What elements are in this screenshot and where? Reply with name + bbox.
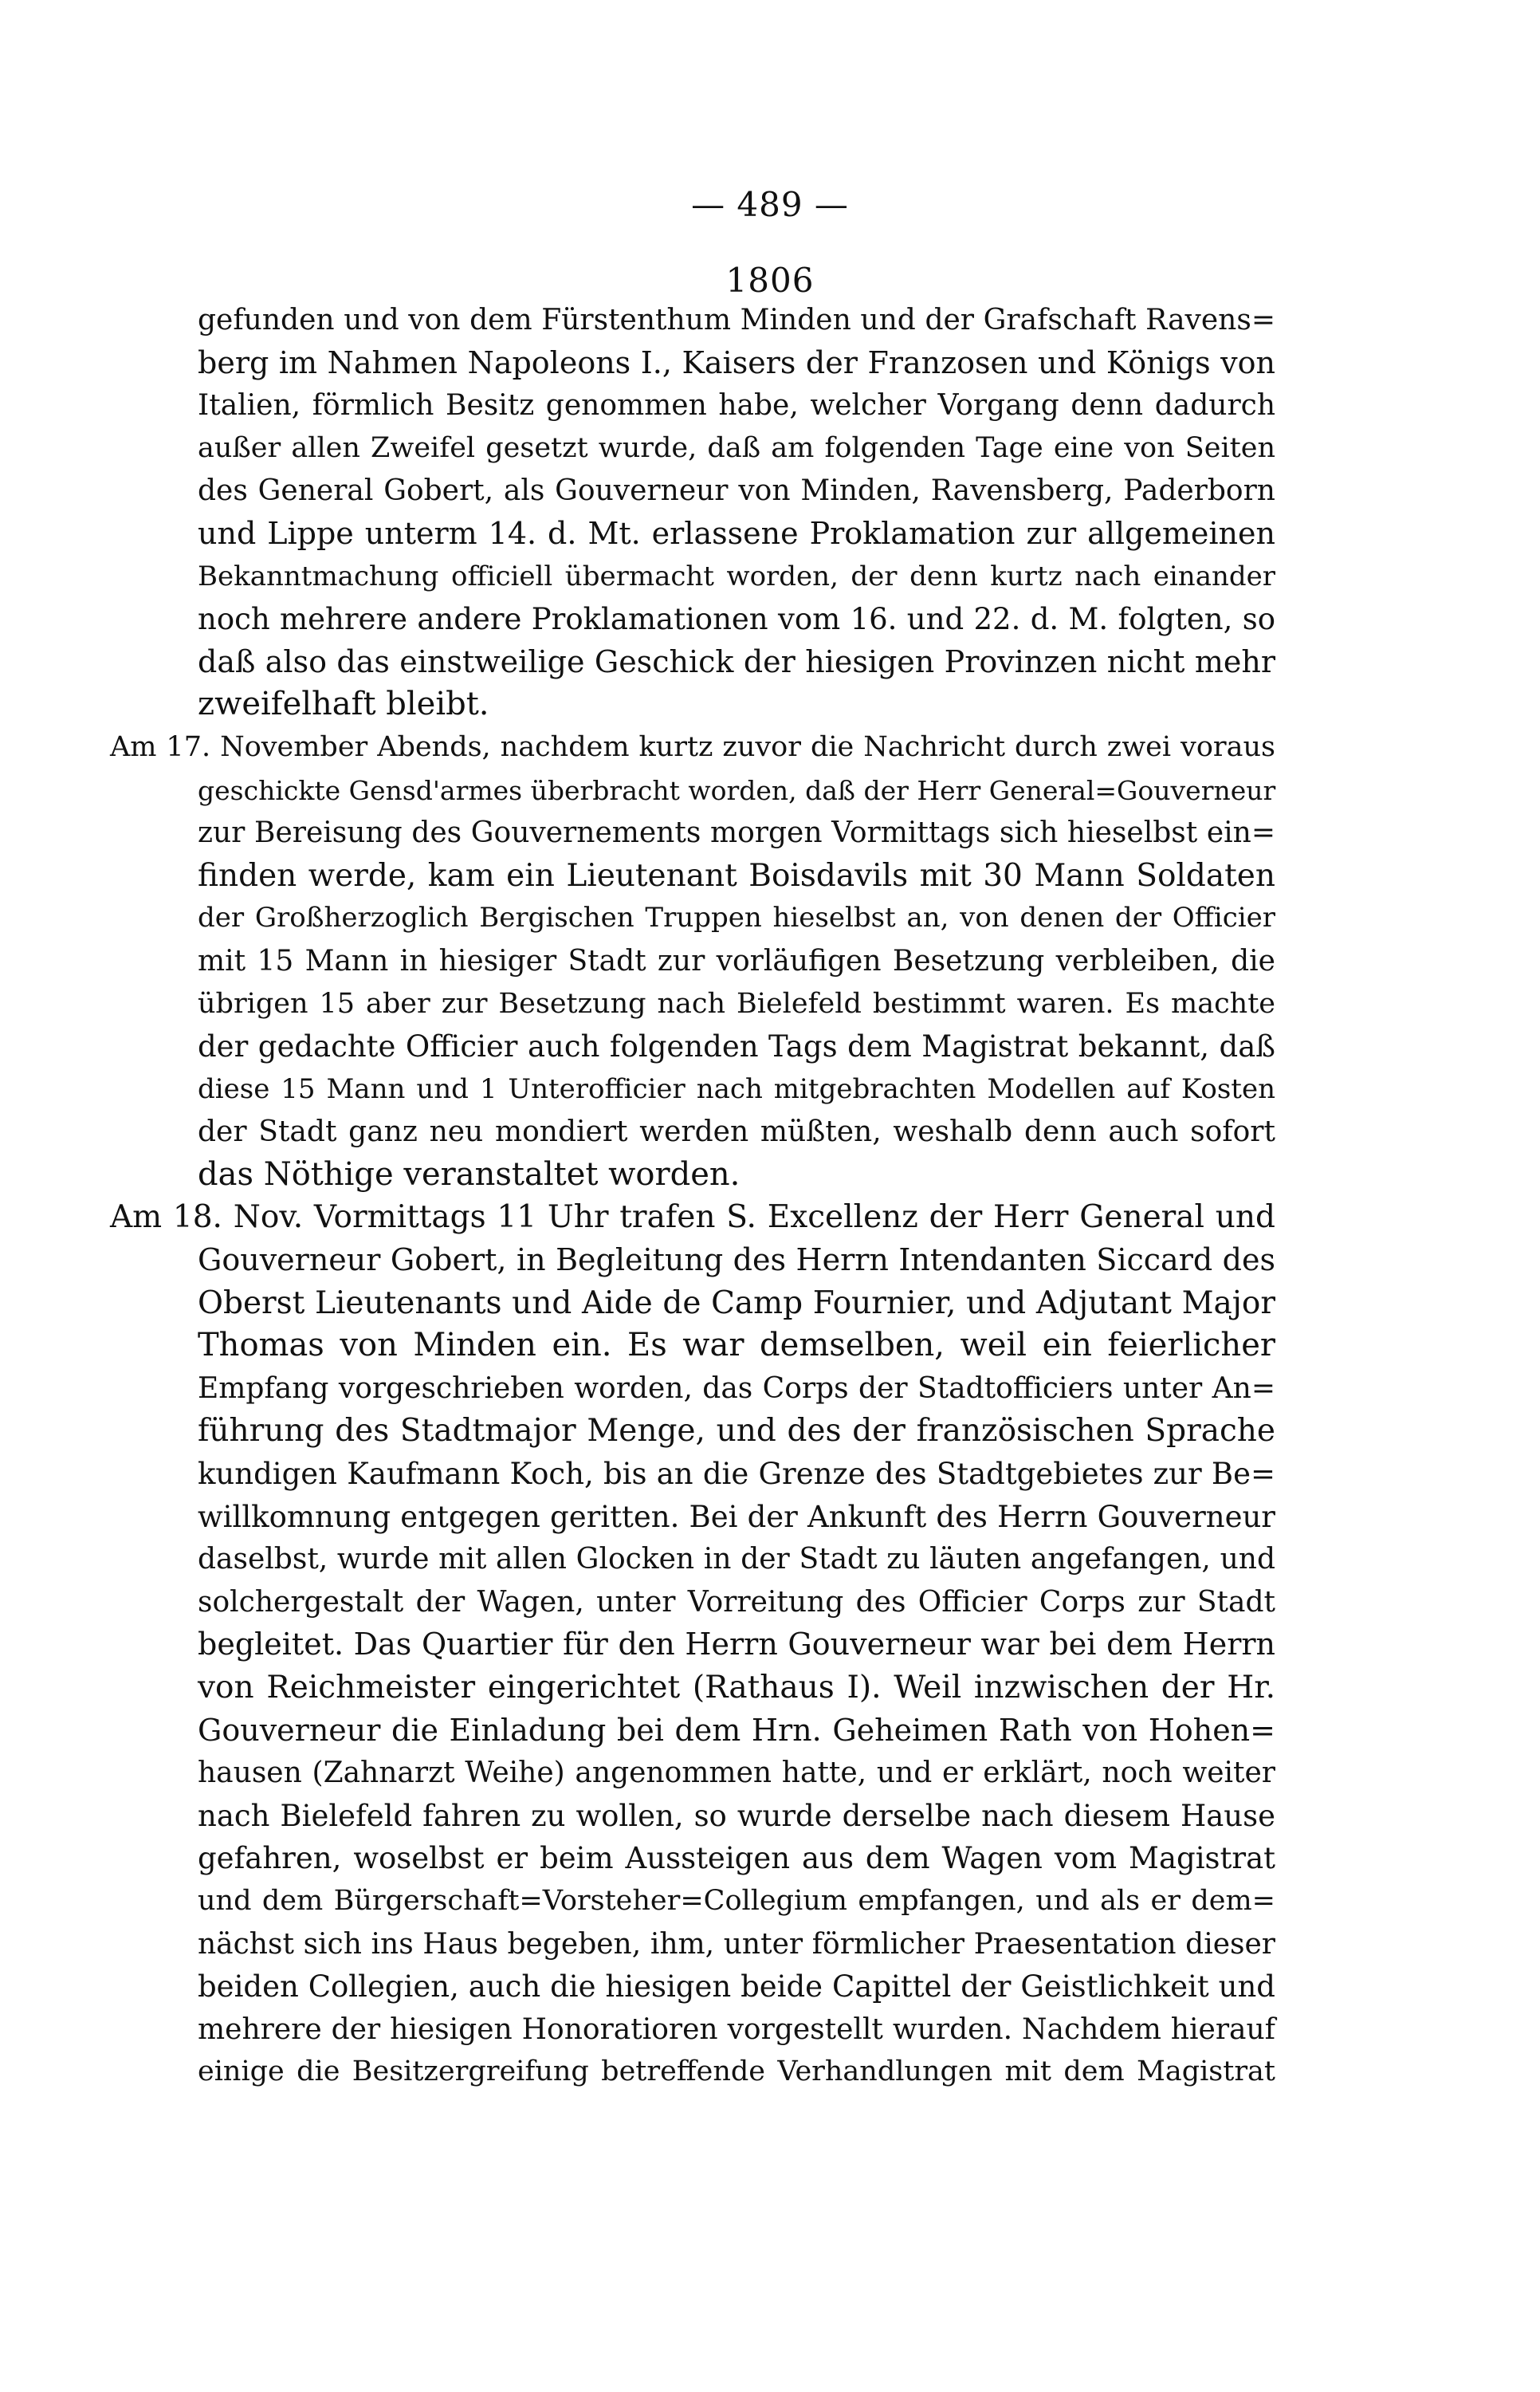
text-line: des General Gobert, als Gouverneur von Minden, Ravensberg, Paderborn — [198, 474, 1275, 508]
text-line: noch mehrere andere Proklamationen vom 16. und 22. d. M. folgten, so — [198, 602, 1275, 637]
text-line: Gouverneur die Einladung bei dem Hrn. Geheimen Rath von Hohen= — [198, 1712, 1275, 1748]
text-line: und Lippe unterm 14. d. Mt. erlassene Proklamation zur allgemeinen — [198, 515, 1275, 551]
page-number: — 489 — — [691, 185, 849, 224]
text-line: der Stadt ganz neu mondiert werden müßten, weshalb denn auch sofort — [198, 1115, 1275, 1149]
text-line: Italien, förmlich Besitz genommen habe, welcher Vorgang denn dadurch — [198, 389, 1275, 423]
entry-start-line: Am 17. November Abends, nachdem kurtz zuvor die Nachricht durch zwei voraus — [110, 730, 1275, 763]
body-text — [110, 299, 1276, 2094]
text-line: gefahren, woselbst er beim Aussteigen aus dem Wagen vom Magistrat — [198, 1841, 1275, 1876]
text-line: finden werde, kam ein Lieutenant Boisdavils mit 30 Mann Soldaten — [198, 857, 1275, 894]
text-line: das Nöthige veranstaltet worden. — [198, 1155, 741, 1193]
text-line: Oberst Lieutenants und Aide de Camp Fournier, und Adjutant Major — [198, 1285, 1275, 1321]
text-line: mit 15 Mann in hiesiger Stadt zur vorläufigen Besetzung verbleiben, die — [198, 944, 1275, 978]
text-line: hausen (Zahnarzt Weihe) angenommen hatte, und er erklärt, noch weiter — [198, 1757, 1275, 1790]
text-line: der gedachte Officier auch folgenden Tags dem Magistrat bekannt, daß — [198, 1029, 1275, 1064]
text-line: daß also das einstweilige Geschick der hiesigen Provinzen nicht mehr — [198, 643, 1275, 679]
text-line: Thomas von Minden ein. Es war demselben, weil ein feierlicher — [198, 1327, 1275, 1364]
text-line: der Großherzoglich Bergischen Truppen hieselbst an, von denen der Officier — [198, 902, 1275, 934]
text-line: diese 15 Mann und 1 Unterofficier nach mitgebrachten Modellen auf Kosten — [198, 1072, 1275, 1105]
text-line: geschickte Gensd'armes überbracht worden, daß der Herr General=Gouverneur — [198, 774, 1276, 806]
text-line: kundigen Kaufmann Koch, bis an die Grenze des Stadtgebietes zur Be= — [198, 1457, 1275, 1492]
text-line: berg im Nahmen Napoleons I., Kaisers der Franzosen und Königs von — [198, 344, 1275, 380]
text-line: zur Bereisung des Gouvernements morgen Vormittags sich hieselbst ein= — [198, 816, 1275, 850]
text-line: nach Bielefeld fahren zu wollen, so wurde derselbe nach diesem Hause — [198, 1798, 1275, 1833]
text-line: Bekanntmachung officiell übermacht worden, der denn kurtz nach einander — [198, 560, 1275, 592]
text-line: außer allen Zweifel gesetzt wurde, daß am folgenden Tage eine von Seiten — [198, 431, 1275, 464]
text-line: nächst sich ins Haus begeben, ihm, unter förmlicher Praesentation dieser — [198, 1927, 1275, 1961]
text-line: übrigen 15 aber zur Besetzung nach Bielefeld bestimmt waren. Es machte — [198, 987, 1275, 1020]
text-line: daselbst, wurde mit allen Glocken in der Stadt zu läuten angefangen, und — [198, 1543, 1275, 1576]
text-line: willkomnung entgegen geritten. Bei der Ankunft des Herrn Gouverneur — [198, 1499, 1275, 1534]
text-line: solchergestalt der Wagen, unter Vorreitung des Officier Corps zur Stadt — [198, 1585, 1275, 1619]
text-line: und dem Bürgerschaft=Vorsteher=Collegium empfangen, und als er dem= — [198, 1884, 1275, 1917]
text-line: Gouverneur Gobert, in Begleitung des Herrn Intendanten Siccard des — [198, 1242, 1275, 1278]
text-line: Empfang vorgeschrieben worden, das Corps der Stadtofficiers unter An= — [198, 1371, 1275, 1405]
text-line: gefunden und von dem Fürstenthum Minden und der Grafschaft Ravens= — [198, 304, 1275, 336]
text-line: einige die Besitzergreifung betreffende Verhandlungen mit dem Magistrat — [198, 2056, 1275, 2088]
text-line: von Reichmeister eingerichtet (Rathaus I). Weil inzwischen der Hr. — [198, 1670, 1275, 1705]
text-line: führung des Stadtmajor Menge, und des der französischen Sprache — [198, 1413, 1275, 1450]
text-line: beiden Collegien, auch die hiesigen beide Capittel der Geistlichkeit und — [198, 1969, 1275, 2004]
text-line: zweifelhaft bleibt. — [198, 686, 489, 723]
entry-start-line: Am 18. Nov. Vormittags 11 Uhr trafen S. Excellenz der Herr General und — [110, 1199, 1275, 1236]
year-heading: 1806 — [725, 261, 815, 300]
text-line: begleitet. Das Quartier für den Herrn Gouverneur war bei dem Herrn — [198, 1627, 1275, 1662]
text-line: mehrere der hiesigen Honoratioren vorgestellt wurden. Nachdem hierauf — [198, 2012, 1275, 2046]
